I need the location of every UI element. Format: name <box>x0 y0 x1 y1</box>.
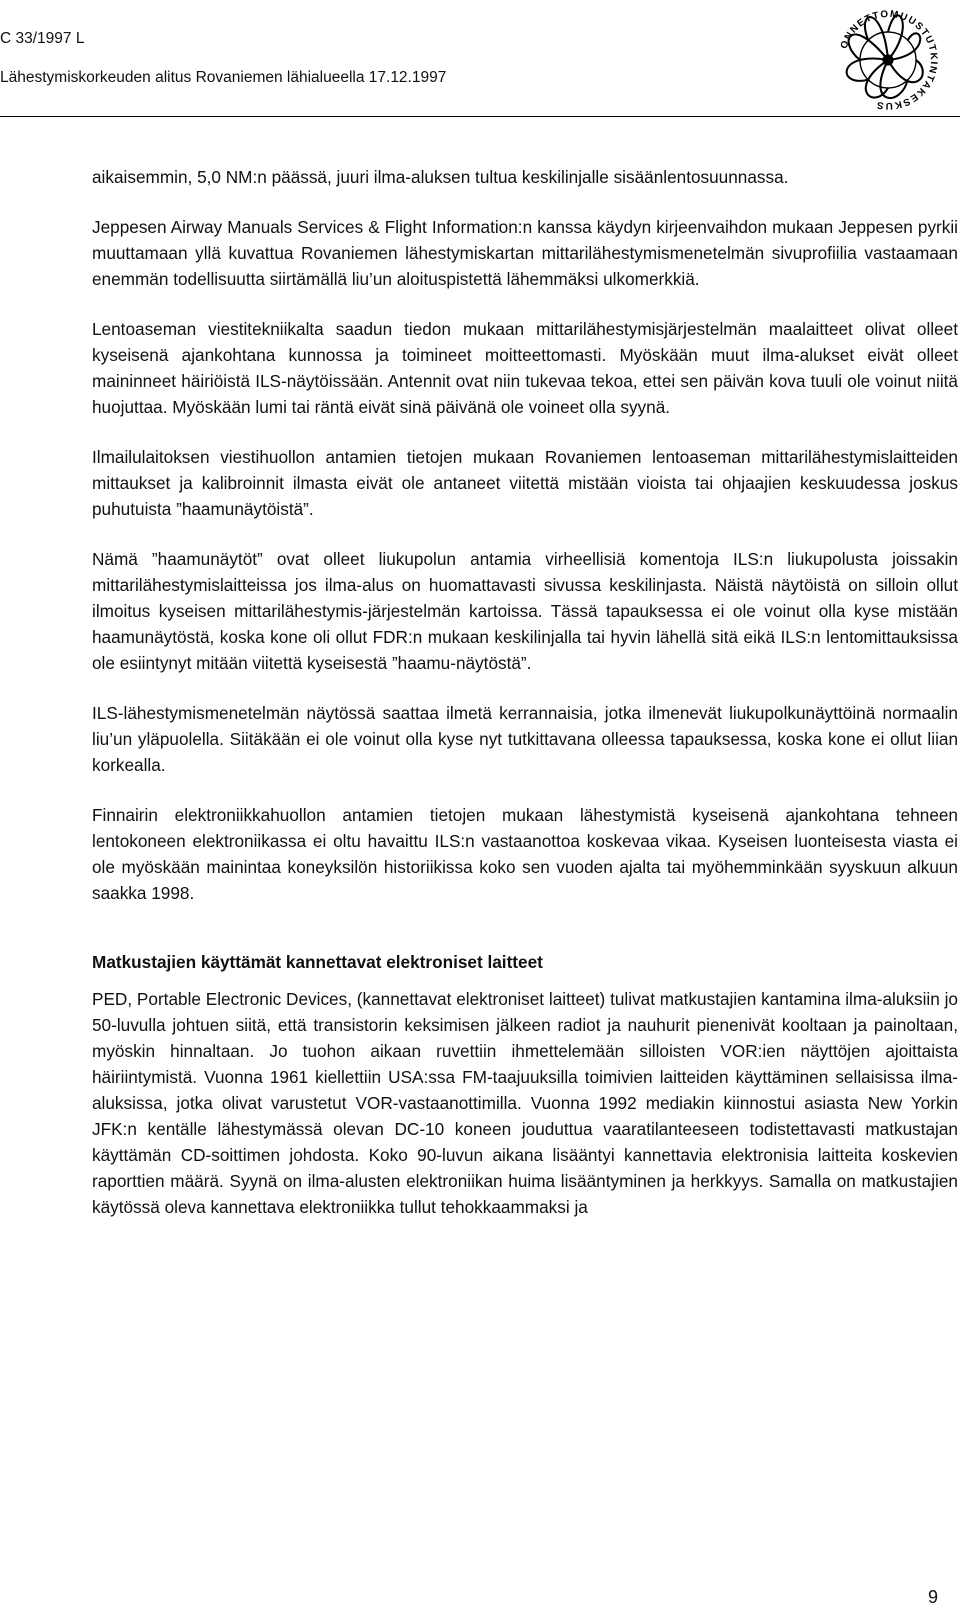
document-id: C 33/1997 L <box>0 30 85 47</box>
svg-text:ONNETTOMUUSTUTKINTAKESKUS: ONNETTOMUUSTUTKINTAKESKUS <box>838 8 940 111</box>
page-number: 9 <box>927 1587 938 1607</box>
document-subtitle: Lähestymiskorkeuden alitus Rovaniemen lähialueella 17.12.1997 <box>0 69 447 86</box>
header-divider <box>0 116 960 117</box>
investigation-centre-logo <box>832 4 944 116</box>
paragraph: ILS-lähestymismenetelmän näytössä saattaa ilmetä kerrannaisia, jotka ilmenevät liukupolkunäyttöinä normaalin liu’un yläpuolella. Siitäkään ei ole voinut olla kyse nyt tutkittavana olleessa tapauksessa, koska kone ei ollut liian korkealla. <box>92 703 958 775</box>
section-heading: Matkustajien käyttämät kannettavat elektroniset laitteet <box>92 952 543 972</box>
paragraph: Lentoaseman viestitekniikalta saadun tiedon mukaan mittarilähestymisjärjestelmän maalaitteet olivat olleet kyseisenä ajankohtana kunnossa ja toimineet moitteettomasti. Myöskään muut ilma-alukset eivät olleet maininneet häiriöistä ILS-näytöissään. Antennit ovat niin tukevaa tekoa, ettei sen päivän kova tuuli ole voinut niitä huojuttaa. Myöskään lumi tai räntä eivät sinä päivänä ole voineet olla syynä. <box>92 319 958 417</box>
paragraph: Ilmailulaitoksen viestihuollon antamien tietojen mukaan Rovaniemen lentoaseman mittarilähestymislaitteiden mittaukset ja kalibroinnit ilmasta eivät ole antaneet viitettä mistään vioista tai ohjaajien keskuudessa joskus puhutuista ”haamunäytöistä”. <box>92 447 958 519</box>
paragraph: aikaisemmin, 5,0 NM:n päässä, juuri ilma-aluksen tultua keskilinjalle sisäänlentosuunnassa. <box>92 167 789 187</box>
paragraph: PED, Portable Electronic Devices, (kannettavat elektroniset laitteet) tulivat matkustajien kantamina ilma-aluksiin jo 50-luvulla johtuen siitä, että transistorin keksimisen jälkeen radiot ja nauhurit pienenivät kooltaan ja painoltaan, myöskin hinnaltaan. Jo tuohon aikaan ruvettiin ihmettelemään silloisten VOR:ien näyttöjen ajoittaista häiriintymistä. Vuonna 1961 kiellettiin USA:ssa FM-taajuuksilla toimivien laitteiden käyttäminen sellaisissa ilma-aluksissa, jotka olivat varustetut VOR-vastaanottimilla. Vuonna 1992 mediakin kiinnostui asiasta New Yorkin JFK:n kentälle lähestymässä olevan DC-10 koneen jouduttua vaaratilanteeseen todistettavasti matkustajan käyttämän CD-soittimen johdosta. Koko 90-luvun aikana lisääntyi kannettavia elektronisia laitteita koskevien raporttien määrä. Syynä on ilma-alusten elektroniikan huima lisääntyminen ja herkkyys. Samalla on matkustajien käytössä oleva kannettava elektroniikka tullut tehokkaammaksi ja <box>92 989 958 1217</box>
document-body <box>92 164 958 1220</box>
page-header <box>0 0 960 120</box>
paragraph: Finnairin elektroniikkahuollon antamien tietojen mukaan lähestymistä kyseisenä ajankohtana tehneen lentokoneen elektroniikassa ei oltu havaittu ILS:n vastaanottoa koskevaa vikaa. Kyseisen luonteisesta viasta ei ole myöskään mainintaa koneyksilön historiikissa koko sen vuoden ajalta tai myöhemminkään syyskuun alkuun saakka 1998. <box>92 805 958 903</box>
paragraph: Jeppesen Airway Manuals Services & Flight Information:n kanssa käydyn kirjeenvaihdon mukaan Jeppesen pyrkii muuttamaan yllä kuvattua Rovaniemen lähestymiskartan mittarilähestymismenetelmän sivuprofiilia vastaamaan enemmän todellisuutta siirtämällä liu’un aloituspistettä lähemmäksi ulkomerkkiä. <box>92 217 958 289</box>
paragraph: Nämä ”haamunäytöt” ovat olleet liukupolun antamia virheellisiä komentoja ILS:n liukupolusta joissakin mittarilähestymislaitteissa jos ilma-alus on huomattavasti sivussa keskilinjasta. Näistä näytöistä on silloin ollut ilmoitus kyseisen mittarilähestymis-järjestelmän kartoissa. Tässä tapauksessa ei ole voinut olla kyse mistään haamunäytöstä, koska kone oli ollut FDR:n mukaan keskilinjalla tai hyvin lähellä sitä eikä ILS:n lentomittauksissa ole esiintynyt mitään viitettä kyseisestä ”haamu-näytöstä”. <box>92 549 958 673</box>
